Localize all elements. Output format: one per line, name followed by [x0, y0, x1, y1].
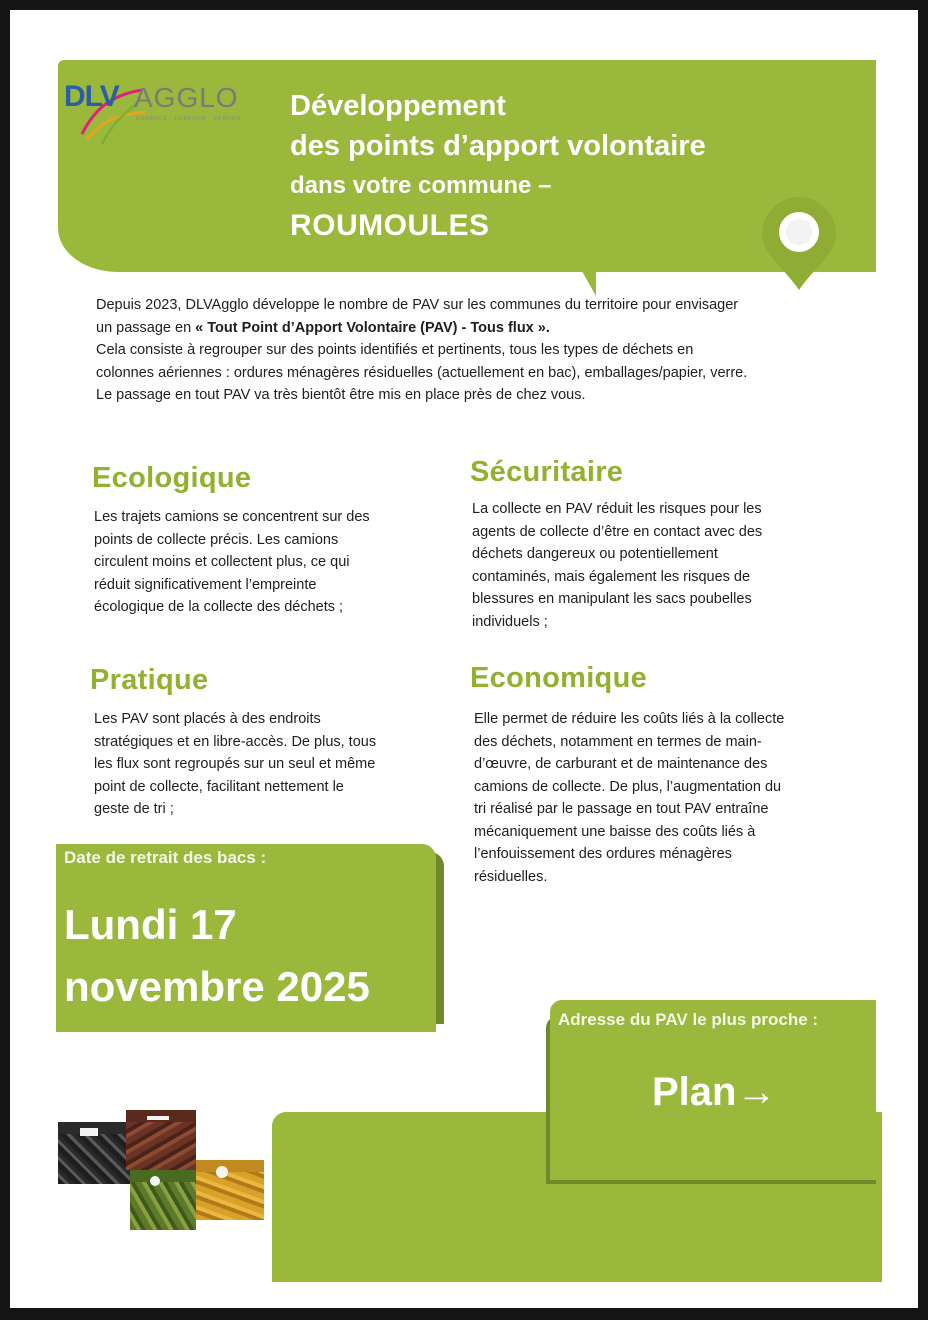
economique-line: camions de collecte. De plus, l’augmentation du [474, 778, 782, 795]
pratique-line: les flux sont regroupés sur un seul et même [94, 756, 376, 772]
economique-line: Elle permet de réduire les coûts liés à la collecte [474, 711, 785, 727]
banner-speech-tail [570, 250, 596, 296]
intro-line-4: colonnes aériennes : ordures ménagères résiduelles (actuellement en bac), emballages/papier, verre. [96, 364, 748, 381]
securitaire-line: blessures en manipulant les sacs poubelles [472, 591, 752, 607]
intro-line-2-text: un passage en [96, 319, 196, 336]
intro-line-2 [96, 317, 846, 340]
arrow-right-icon: → [736, 1070, 777, 1114]
waste-bins-illustration [58, 1106, 268, 1236]
ecologique-line: écologique de la collecte des déchets ; [94, 599, 344, 615]
ecologique-line: circulent moins et collectent plus, ce qui [94, 554, 350, 570]
securitaire-line: individuels ; [472, 613, 548, 630]
pratique-line: point de collecte, facilitant nettement le [94, 778, 344, 795]
pratique-line: stratégiques et en libre-accès. De plus, tous [94, 733, 377, 750]
flyer-page [10, 10, 918, 1308]
dlvagglo-logo [62, 76, 244, 156]
bin-yellow [196, 1160, 264, 1220]
section-text-ecologique [94, 506, 434, 619]
ecologique-line: Les trajets camions se concentrent sur des [94, 509, 370, 525]
securitaire-line: agents de collecte d’être en contact avec des [472, 523, 763, 540]
economique-line: mécaniquement une baisse des coûts liés à [474, 823, 756, 840]
economique-line: des déchets, notamment en termes de main- [474, 733, 762, 750]
intro-line-1: Depuis 2023, DLVAgglo développe le nombre de PAV sur les communes du territoire pour envisager [96, 297, 739, 313]
securitaire-line: contaminés, mais également les risques de [472, 568, 751, 585]
date-value-line-2: novembre 2025 [64, 963, 370, 1010]
section-text-pratique [94, 708, 434, 821]
intro-line-3: Cela consiste à regrouper sur des points identifiés et pertinents, tous les types de déchets en [96, 342, 694, 358]
economique-line: d’œuvre, de carburant et de maintenance des [474, 756, 768, 772]
economique-line: l’enfouissement des ordures ménagères [474, 846, 732, 862]
section-text-economique [474, 708, 864, 888]
section-title-economique: Economique [470, 662, 648, 694]
logo-tagline: DURANCE · LUBERON · VERDON [136, 116, 242, 122]
bin-brown [126, 1110, 196, 1170]
title-line-3: dans votre commune – [290, 171, 552, 199]
bin-green [130, 1170, 196, 1230]
date-value-line-1: Lundi 17 [64, 901, 237, 948]
title-line-2: des points d’apport volontaire [290, 130, 706, 163]
securitaire-line: La collecte en PAV réduit les risques pour les [472, 501, 762, 517]
pratique-line: Les PAV sont placés à des endroits [94, 711, 321, 727]
date-value [64, 894, 370, 1018]
economique-line: tri réalisé par le passage en tout PAV entraîne [474, 801, 769, 817]
pratique-line: geste de tri ; [94, 801, 174, 817]
section-text-securitaire [472, 498, 852, 633]
ecologique-line: points de collecte précis. Les camions [94, 531, 339, 548]
bin-black [58, 1122, 130, 1184]
logo-text-agglo: AGGLO [134, 82, 239, 113]
section-title-securitaire: Sécuritaire [470, 456, 624, 488]
location-pin-icon [756, 194, 842, 294]
title-line-1: Développement [290, 90, 506, 122]
address-label: Adresse du PAV le plus proche : [558, 1010, 819, 1029]
ecologique-line: réduit significativement l’empreinte [94, 576, 317, 593]
plan-link-label: Plan [652, 1070, 737, 1114]
intro-paragraph [96, 294, 846, 407]
section-title-pratique: Pratique [90, 664, 209, 696]
intro-highlight: « Tout Point d’Apport Volontaire (PAV) - Tous flux ». [195, 319, 550, 336]
date-label: Date de retrait des bacs : [64, 848, 267, 867]
intro-line-5: Le passage en tout PAV va très bientôt être mis en place près de chez vous. [96, 387, 586, 403]
commune-name: ROUMOULES [290, 208, 490, 242]
economique-line: résiduelles. [474, 868, 548, 885]
page-title [290, 88, 706, 244]
plan-link[interactable] [652, 1070, 776, 1115]
logo-text-dlv: DLV [64, 80, 119, 113]
section-title-ecologique: Ecologique [92, 462, 252, 494]
securitaire-line: déchets dangereux ou potentiellement [472, 546, 718, 562]
